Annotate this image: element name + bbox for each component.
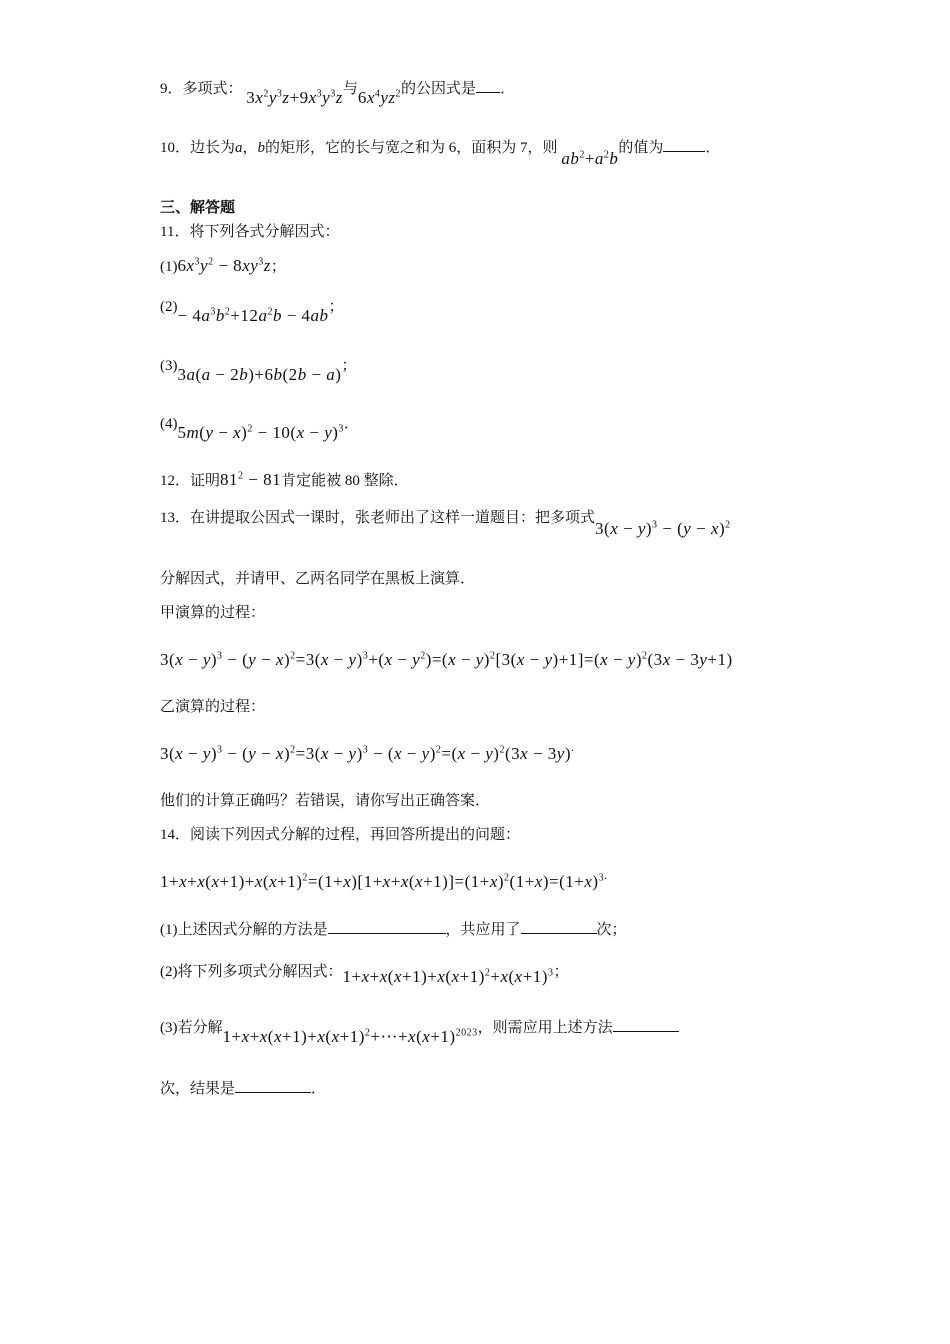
q11-part-3: (3)3a(a − 2b)+6b(2b − a)； (160, 358, 357, 384)
q14-sub-3: (3)若分解$1+x+x(x+1)+x(x+1)^2+\cdots+x(x+1)^{2023}$，则需应用上述方法 (160, 1017, 679, 1038)
question-12: 12．证明$81^2 - 81$肯定能被 80 整除． (160, 470, 409, 489)
q14-sub-2: (2)将下列多项式分解因式：$1+x+x(x+1)+x(x+1)^2+x(x+1)^3$； (160, 964, 569, 986)
q9-prefix: 多项式： (182, 81, 243, 97)
q13-question: 他们的计算正确吗？若错误，请你写出正确答案． (160, 793, 491, 809)
q9-with: 与 (342, 81, 358, 97)
q9-poly1: $3x^2y^3z+9x^3y^3z$ (246, 88, 343, 107)
q13-yi-work: $3(x - y)^3 - (y - x)^2=3(x - y)^3 - (x - y)^2=(x - y)^2(3x - 3y)^.$ (160, 740, 575, 763)
q14-times-blank[interactable] (613, 1017, 679, 1032)
q14-sub-3-cont: 次，结果是 ． (160, 1078, 326, 1099)
q14-method-blank[interactable] (328, 919, 446, 934)
q13-intro-2: 分解因式，并请甲、乙两名同学在黑板上演算． (160, 571, 476, 587)
question-11-title: 11．将下列各式分解因式： (160, 224, 340, 240)
q14-result-blank[interactable] (235, 1078, 311, 1093)
q9-suffix: 的公因式是 (401, 81, 477, 97)
q11-part-4: $(4)5m(y - x)^2 - 10(x - y)^3$． (160, 416, 359, 442)
question-13-intro: 13．在讲提取公因式一课时，张老师出了这样一道题目：把多项式$3(x - y)^3 - (y - x)^2$ (160, 510, 731, 538)
question-14-title: 14．阅读下列因式分解的过程，再回答所提出的问题： (160, 827, 521, 843)
q11-part-1: $(1)6x^3y^2 - 8xy^3z$； (160, 256, 286, 275)
q9-poly2: $6x^4yz^2$ (357, 88, 402, 107)
question-9: 9．多项式： $3x^2y^3z+9x^3y^3z$与$6x^4yz^2$的公因式是 ． (160, 78, 515, 99)
q13-yi-label: 乙演算的过程： (160, 699, 266, 715)
q10-expression: $ab^2+a^2b$ (561, 149, 619, 168)
q14-sub-1: (1)上述因式分解的方法是 ，共应用了 次； (160, 919, 627, 940)
q13-jia-label: 甲演算的过程： (160, 605, 266, 621)
q10-number: 10． (160, 140, 191, 156)
q13-polynomial: $3(x - y)^3 - (y - x)^2$ (595, 519, 731, 538)
question-10: 10．边长为a，b的矩形，它的长与宽之和为 6，面积为 7，则 $ab^2+a^2b$的值为 ． (160, 137, 720, 158)
q14-example: $1+x+x(x+1)+x(x+1)^2=(1+x)[1+x+x(x+1)]=(1+x)^2(1+x)=(1+x)^{3.}$ (160, 868, 608, 891)
q14-count-blank[interactable] (521, 919, 597, 934)
q9-answer-blank[interactable] (476, 78, 500, 93)
q11-part-2: $(2)- 4a^3b^2+12a^2b - 4ab$； (160, 299, 344, 325)
q9-number: 9． (160, 81, 183, 97)
q13-jia-work: $3(x - y)^3 - (y - x)^2=3(x - y)^3+(x - y^2)=(x - y)^2[3(x - y)+1]=(x - y)^2(3x - 3y+1)$ (160, 650, 733, 669)
q10-answer-blank[interactable] (663, 137, 705, 152)
section-header-3: 三、解答题 (160, 200, 236, 216)
